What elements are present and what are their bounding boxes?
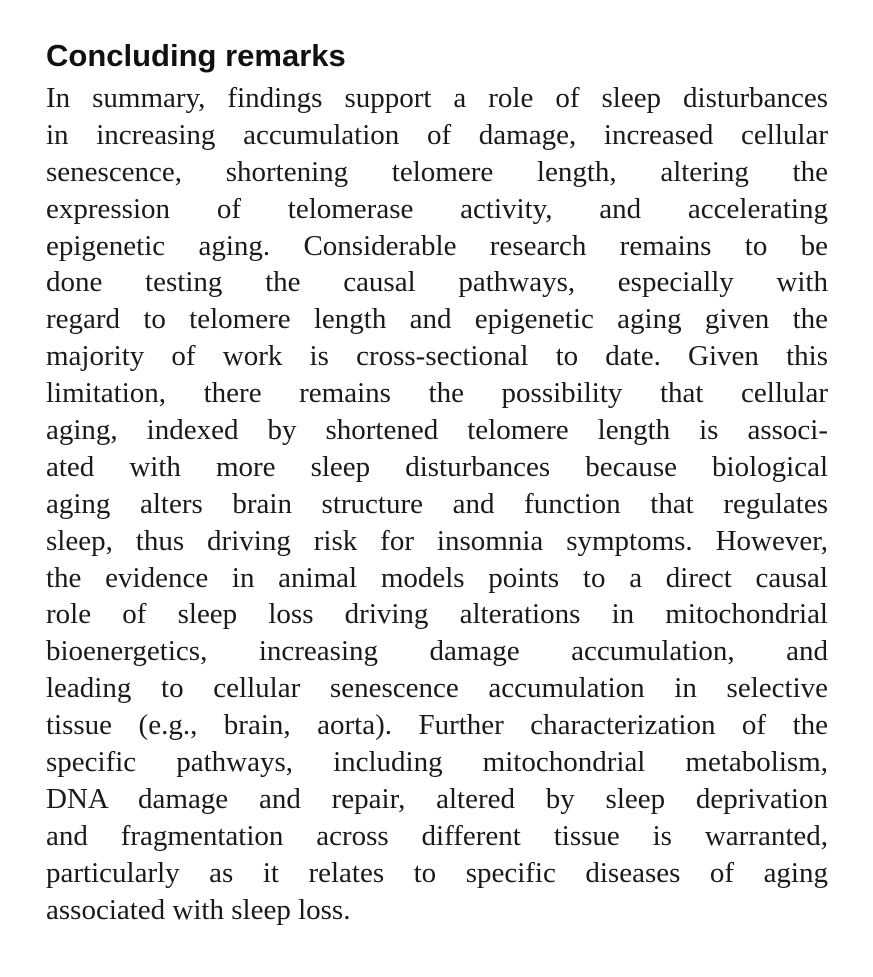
section-heading: Concluding remarks [46, 38, 346, 73]
paragraph-line: aging, indexed by shortened telomere length is associ- [46, 414, 828, 447]
section-paragraph [46, 80, 828, 928]
paragraph-line: majority of work is cross-sectional to date. Given this [46, 340, 828, 373]
paragraph-line: DNA damage and repair, altered by sleep deprivation [46, 782, 828, 815]
paragraph-line: expression of telomerase activity, and accelerating [46, 192, 828, 225]
paragraph-line: tissue (e.g., brain, aorta). Further characterization of the [46, 709, 828, 742]
paragraph-line: in increasing accumulation of damage, increased cellular [46, 118, 828, 151]
paragraph-line: role of sleep loss driving alterations in mitochondrial [46, 598, 828, 631]
paragraph-line: specific pathways, including mitochondrial metabolism, [46, 746, 828, 779]
paragraph-line: particularly as it relates to specific diseases of aging [46, 856, 828, 889]
paragraph-line: sleep, thus driving risk for insomnia symptoms. However, [46, 524, 828, 557]
paragraph-line: done testing the causal pathways, especially with [46, 266, 828, 299]
paragraph-line: aging alters brain structure and function that regulates [46, 487, 828, 520]
paragraph-line: bioenergetics, increasing damage accumulation, and [46, 635, 828, 668]
paragraph-line: associated with sleep loss. [46, 893, 351, 926]
paragraph-line: the evidence in animal models points to a direct causal [46, 561, 828, 594]
paragraph-line: epigenetic aging. Considerable research remains to be [46, 229, 828, 262]
paragraph-line: ated with more sleep disturbances because biological [46, 450, 828, 483]
paragraph-line: senescence, shortening telomere length, altering the [46, 155, 828, 188]
paragraph-line: leading to cellular senescence accumulation in selective [46, 672, 828, 705]
paragraph-line: limitation, there remains the possibility that cellular [46, 377, 828, 410]
paragraph-line: and fragmentation across different tissue is warranted, [46, 819, 828, 852]
paragraph-line: In summary, findings support a role of sleep disturbances [46, 82, 828, 114]
paragraph-line: regard to telomere length and epigenetic aging given the [46, 303, 828, 336]
